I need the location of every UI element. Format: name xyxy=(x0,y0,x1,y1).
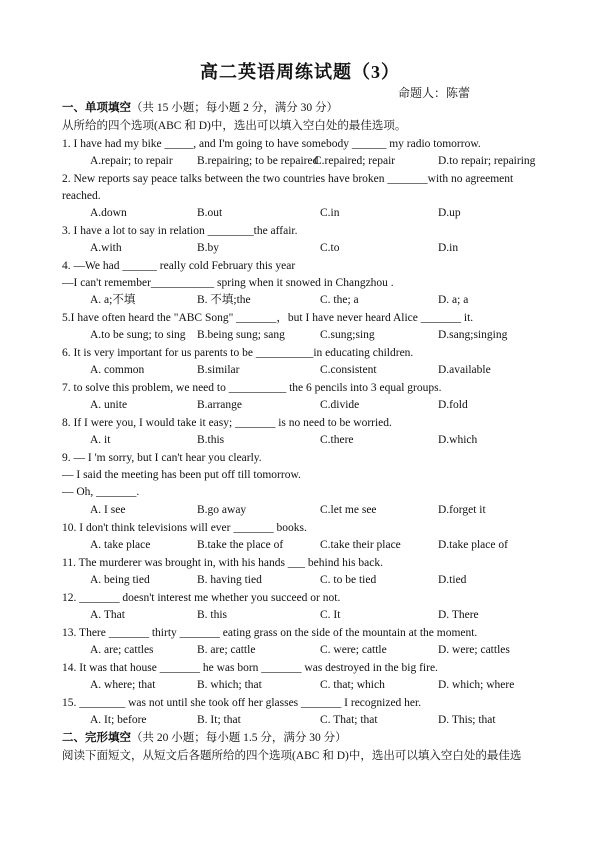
option-b: B.similar xyxy=(197,364,240,376)
option-b: B. 不填;the xyxy=(197,294,251,306)
question-9-stem-cont2: — Oh, _______. xyxy=(62,486,140,498)
question-14-options xyxy=(90,678,570,692)
question-2-stem: 2. New reports say peace talks between the two countries have broken _______with no agreement xyxy=(62,173,514,185)
question-2-options xyxy=(90,206,570,220)
option-b: B.by xyxy=(197,242,220,254)
option-b: B. are; cattle xyxy=(197,644,256,656)
option-d: D. There xyxy=(438,609,479,621)
option-d: D. a; a xyxy=(438,294,469,306)
question-13-stem: 13. There _______ thirty _______ eating grass on the side of the mountain at the moment. xyxy=(62,627,478,639)
question-3-stem: 3. I have a lot to say in relation ________the affair. xyxy=(62,225,298,237)
question-6-stem: 6. It is very important for us parents to be __________in educating children. xyxy=(62,347,414,359)
question-1-options xyxy=(90,154,570,168)
option-d: D.forget it xyxy=(438,504,486,516)
option-b: B.this xyxy=(197,434,225,446)
question-15-stem: 15. ________ was not until she took off her glasses _______ I recognized her. xyxy=(62,697,422,709)
question-5-options xyxy=(90,328,570,342)
option-d: D.which xyxy=(438,434,478,446)
section1-heading xyxy=(62,101,338,115)
section2-title: 二、完形填空 xyxy=(62,732,131,744)
section2-note: （共 20 小题；每小题 1.5 分，满分 30 分） xyxy=(131,732,347,744)
question-4-stem: 4. —We had ______ really cold February this year xyxy=(62,260,296,272)
option-d: D.in xyxy=(438,242,459,254)
question-14-stem: 14. It was that house _______ he was born _______ was destroyed in the big fire. xyxy=(62,662,438,674)
question-8-options xyxy=(90,433,570,447)
question-6-options xyxy=(90,363,570,377)
question-1-stem: 1. I have had my bike _____, and I'm going to have somebody ______ my radio tomorrow. xyxy=(62,138,481,150)
option-c: C. the; a xyxy=(320,294,359,306)
option-a: A.to be sung; to sing xyxy=(90,329,186,341)
option-b: B.go away xyxy=(197,504,247,516)
option-c: C.take their place xyxy=(320,539,401,551)
option-b: B. having tied xyxy=(197,574,262,586)
option-b: B.being sung; sang xyxy=(197,329,285,341)
option-a: A.with xyxy=(90,242,122,254)
option-c: C.let me see xyxy=(320,504,377,516)
option-c: C. It xyxy=(320,609,341,621)
option-a: A. take place xyxy=(90,539,151,551)
option-d: D. This; that xyxy=(438,714,496,726)
question-15-options xyxy=(90,713,570,727)
option-a: A. It; before xyxy=(90,714,147,726)
option-b: B. which; that xyxy=(197,679,262,691)
option-a: A. That xyxy=(90,609,125,621)
option-a: A. are; cattles xyxy=(90,644,154,656)
question-9-stem: 9. — I 'm sorry, but I can't hear you clearly. xyxy=(62,452,262,464)
option-a: A. where; that xyxy=(90,679,156,691)
option-a: A. being tied xyxy=(90,574,150,586)
option-b: B.repairing; to be repaired xyxy=(197,155,319,167)
option-d: D.take place of xyxy=(438,539,508,551)
option-d: D.to repair; repairing xyxy=(438,155,536,167)
option-d: D.tied xyxy=(438,574,467,586)
question-12-stem: 12. _______ doesn't interest me whether you succeed or not. xyxy=(62,592,341,604)
option-c: C. were; cattle xyxy=(320,644,387,656)
option-a: A. I see xyxy=(90,504,126,516)
option-a: A.repair; to repair xyxy=(90,155,173,167)
question-11-options xyxy=(90,573,570,587)
option-a: A. unite xyxy=(90,399,128,411)
option-d: D. were; cattles xyxy=(438,644,510,656)
option-a: A.down xyxy=(90,207,127,219)
option-d: D.sang;singing xyxy=(438,329,508,341)
option-c: C.repaired; repair xyxy=(314,155,396,167)
option-c: C. That; that xyxy=(320,714,378,726)
question-2-stem-cont: reached. xyxy=(62,190,101,202)
option-b: B.take the place of xyxy=(197,539,284,551)
option-c: C.to xyxy=(320,242,340,254)
option-b: B.arrange xyxy=(197,399,243,411)
question-7-stem: 7. to solve this problem, we need to __________ the 6 pencils into 3 equal groups. xyxy=(62,382,442,394)
question-8-stem: 8. If I were you, I would take it easy; _______ is no need to be worried. xyxy=(62,417,392,429)
page-title: 高二英语周练试题（3） xyxy=(200,62,400,82)
option-c: C.consistent xyxy=(320,364,377,376)
option-b: B. It; that xyxy=(197,714,241,726)
option-c: C. to be tied xyxy=(320,574,377,586)
question-9-stem-cont: — I said the meeting has been put off till tomorrow. xyxy=(62,469,301,481)
option-b: B.out xyxy=(197,207,223,219)
question-9-options xyxy=(90,503,570,517)
option-a: A. a;不填 xyxy=(90,294,136,306)
option-a: A. common xyxy=(90,364,145,376)
question-12-options xyxy=(90,608,570,622)
question-13-options xyxy=(90,643,570,657)
option-c: C.there xyxy=(320,434,354,446)
option-c: C.divide xyxy=(320,399,360,411)
option-c: C. that; which xyxy=(320,679,385,691)
question-7-options xyxy=(90,398,570,412)
option-d: D.available xyxy=(438,364,491,376)
option-b: B. this xyxy=(197,609,228,621)
question-4-stem-cont: —I can't remember___________ spring when it snowed in Changzhou . xyxy=(62,277,394,289)
question-10-stem: 10. I don't think televisions will ever _______ books. xyxy=(62,522,307,534)
option-d: D. which; where xyxy=(438,679,515,691)
section2-instruction: 阅读下面短文，从短文后各题所给的四个选项(ABC 和 D)中，选出可以填入空白处的最佳选 xyxy=(62,750,522,762)
option-a: A. it xyxy=(90,434,111,446)
option-d: D.fold xyxy=(438,399,468,411)
section1-note: （共 15 小题；每小题 2 分，满分 30 分） xyxy=(131,102,338,114)
option-d: D.up xyxy=(438,207,461,219)
option-c: C.in xyxy=(320,207,340,219)
question-10-options xyxy=(90,538,570,552)
question-4-options xyxy=(90,293,570,307)
question-11-stem: 11. The murderer was brought in, with his hands ___ behind his back. xyxy=(62,557,383,569)
section1-instruction: 从所给的四个选项(ABC 和 D)中，选出可以填入空白处的最佳选项。 xyxy=(62,120,407,132)
section1-title: 一、单项填空 xyxy=(62,102,131,114)
question-3-options xyxy=(90,241,570,255)
section2-heading xyxy=(62,731,347,745)
question-5-stem: 5.I have often heard the "ABC Song" _______，but I have never heard Alice _______ it. xyxy=(62,312,474,324)
option-c: C.sung;sing xyxy=(320,329,375,341)
author-line: 命题人：陈蕾 xyxy=(398,86,471,100)
